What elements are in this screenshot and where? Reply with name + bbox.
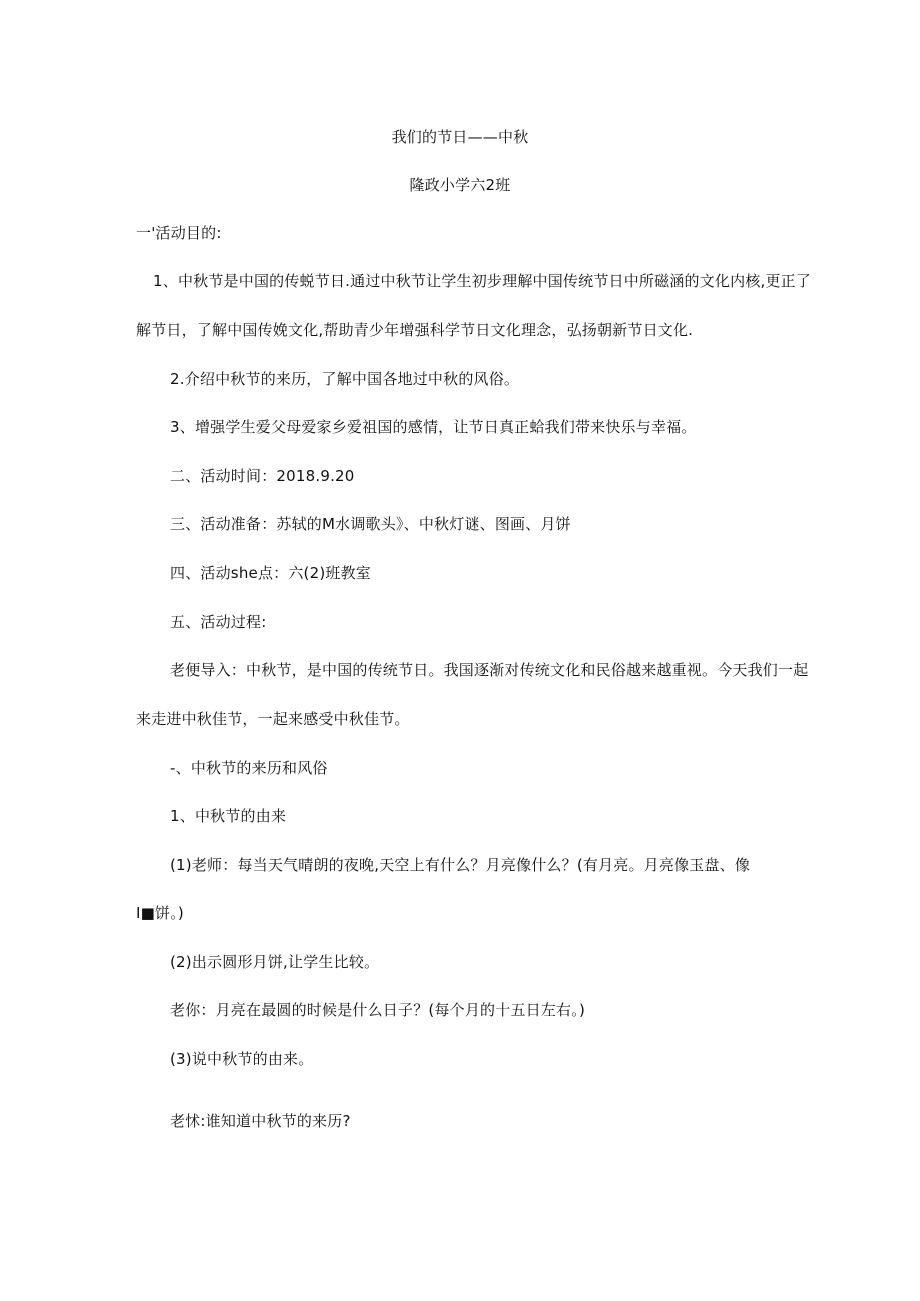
paragraph-line: (2)出示圆形月饼,让学生比较。 — [170, 953, 380, 971]
section-heading-purpose: 一'活动目的: — [136, 224, 222, 242]
paragraph-line: I■饼。) — [136, 904, 184, 922]
subsection-heading: -、中秋节的来历和风俗 — [170, 759, 328, 777]
paragraph-line: 解节日，了解中国传娩文化,帮助青少年增强科学节日文化理念，弘扬朝新节日文化. — [136, 321, 694, 339]
paragraph-line: 老便导入：中秋节，是中国的传统节日。我国逐渐对传统文化和民俗越来越重视。今天我们一起 — [170, 661, 809, 679]
paragraph-line: 2.介绍中秋节的来历，了解中国各地过中秋的风俗。 — [170, 370, 520, 388]
section-heading-time: 二、活动时间：2018.9.20 — [170, 467, 355, 485]
paragraph-line: 3、增强学生爱父母爱家乡爱祖国的感情，让节日真正蛤我们带来快乐与幸福。 — [170, 418, 697, 436]
document-title: 我们的节日——中秋 — [391, 128, 529, 146]
paragraph-line: 老你：月亮在最圆的时候是什么日子？(每个月的十五日左右。) — [170, 1001, 586, 1019]
section-heading-location: 四、活动she点：六(2)班教室 — [170, 564, 371, 582]
paragraph-line: 1、中秋节是中国的传蜕节日.通过中秋节让学生初步理解中国传统节日中所磁涵的文化内核,更正了 — [153, 272, 812, 290]
paragraph-line: 来走进中秋佳节，一起来感受中秋佳节。 — [136, 710, 410, 728]
section-heading-process: 五、活动过程: — [170, 613, 267, 631]
paragraph-line: (1)老师：每当天气晴朗的夜晚,天空上有什么？月亮像什么？(有月亮。月亮像玉盘、像 — [170, 856, 751, 874]
paragraph-line: (3)说中秋节的由来。 — [170, 1050, 314, 1068]
section-heading-preparation: 三、活动准备：苏轼的M水调歌头》、中秋灯谜、图画、月饼 — [170, 515, 571, 533]
document-subtitle: 隆政小学六2班 — [409, 176, 511, 194]
paragraph-line: 老怵:谁知道中秋节的来历? — [170, 1112, 351, 1130]
subsection-heading: 1、中秋节的由来 — [170, 807, 287, 825]
